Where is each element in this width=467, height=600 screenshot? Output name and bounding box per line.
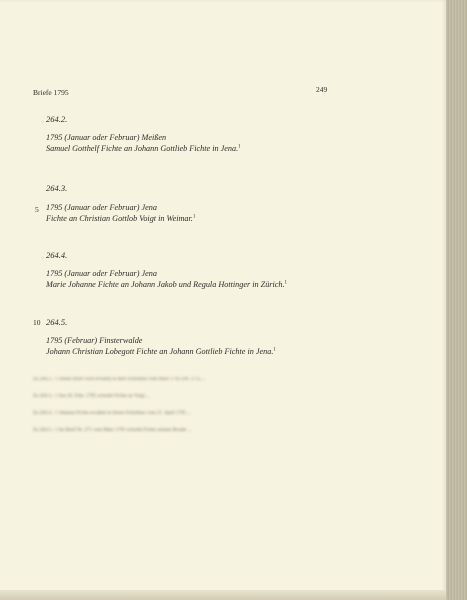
entry-264-2-title: Samuel Gotthelf Fichte an Johann Gottlieb Fichte in Jena.$^1$ (46, 144, 241, 153)
entry-264-2-date: 1795 (Januar oder Februar) Meißen (46, 133, 167, 142)
blurred-footnotes (33, 376, 333, 444)
entry-id-264-4: 264.4. (46, 250, 68, 260)
entry-id-264-2: 264.2. (46, 114, 68, 124)
page-number: 249 (316, 85, 328, 94)
entry-id-264-3: 264.3. (46, 183, 68, 193)
book-page-edges (446, 0, 467, 600)
footnote: Zu 264.3.: 1 Am 26. Febr. 1795 schreibt Fichte an Voigt ... (33, 394, 150, 399)
entry-264-5-title: Johann Christian Lobegott Fichte an Johann Gottlieb Fichte in Jena.$^1$ (46, 347, 276, 356)
footnote: Zu 264.5.: 1 Im Brief Nr. 271 vom März 1795 schreibt Fichte seinem Bruder ... (33, 428, 192, 433)
line-number-10: 10 (33, 318, 41, 327)
line-number-5: 5 (35, 205, 39, 214)
footnote: Zu 264.2.: 1 Dieser Brief wird erwähnt in dem Schreiben vom März 1795 (Nr. 271) ... (33, 377, 206, 382)
footnote: Zu 264.4.: 1 Johanna Fichte erwähnt in ihrem Schreiben vom 21. April 1795 ... (33, 411, 191, 416)
running-title: Briefe 1795 (33, 88, 69, 97)
entry-264-3-date: 1795 (Januar oder Februar) Jena (46, 203, 157, 212)
entry-264-3-title: Fichte an Christian Gottlob Voigt in Weimar.$^1$ (46, 214, 196, 223)
entry-264-4-title: Marie Johanne Fichte an Johann Jakob und Regula Hottinger in Zürich.$^1$ (46, 280, 288, 289)
entry-id-264-5: 264.5. (46, 317, 68, 327)
entry-264-5-date: 1795 (Februar) Finsterwalde (46, 336, 143, 345)
entry-264-4-date: 1795 (Januar oder Februar) Jena (46, 269, 157, 278)
page-bottom-edge (0, 590, 446, 600)
